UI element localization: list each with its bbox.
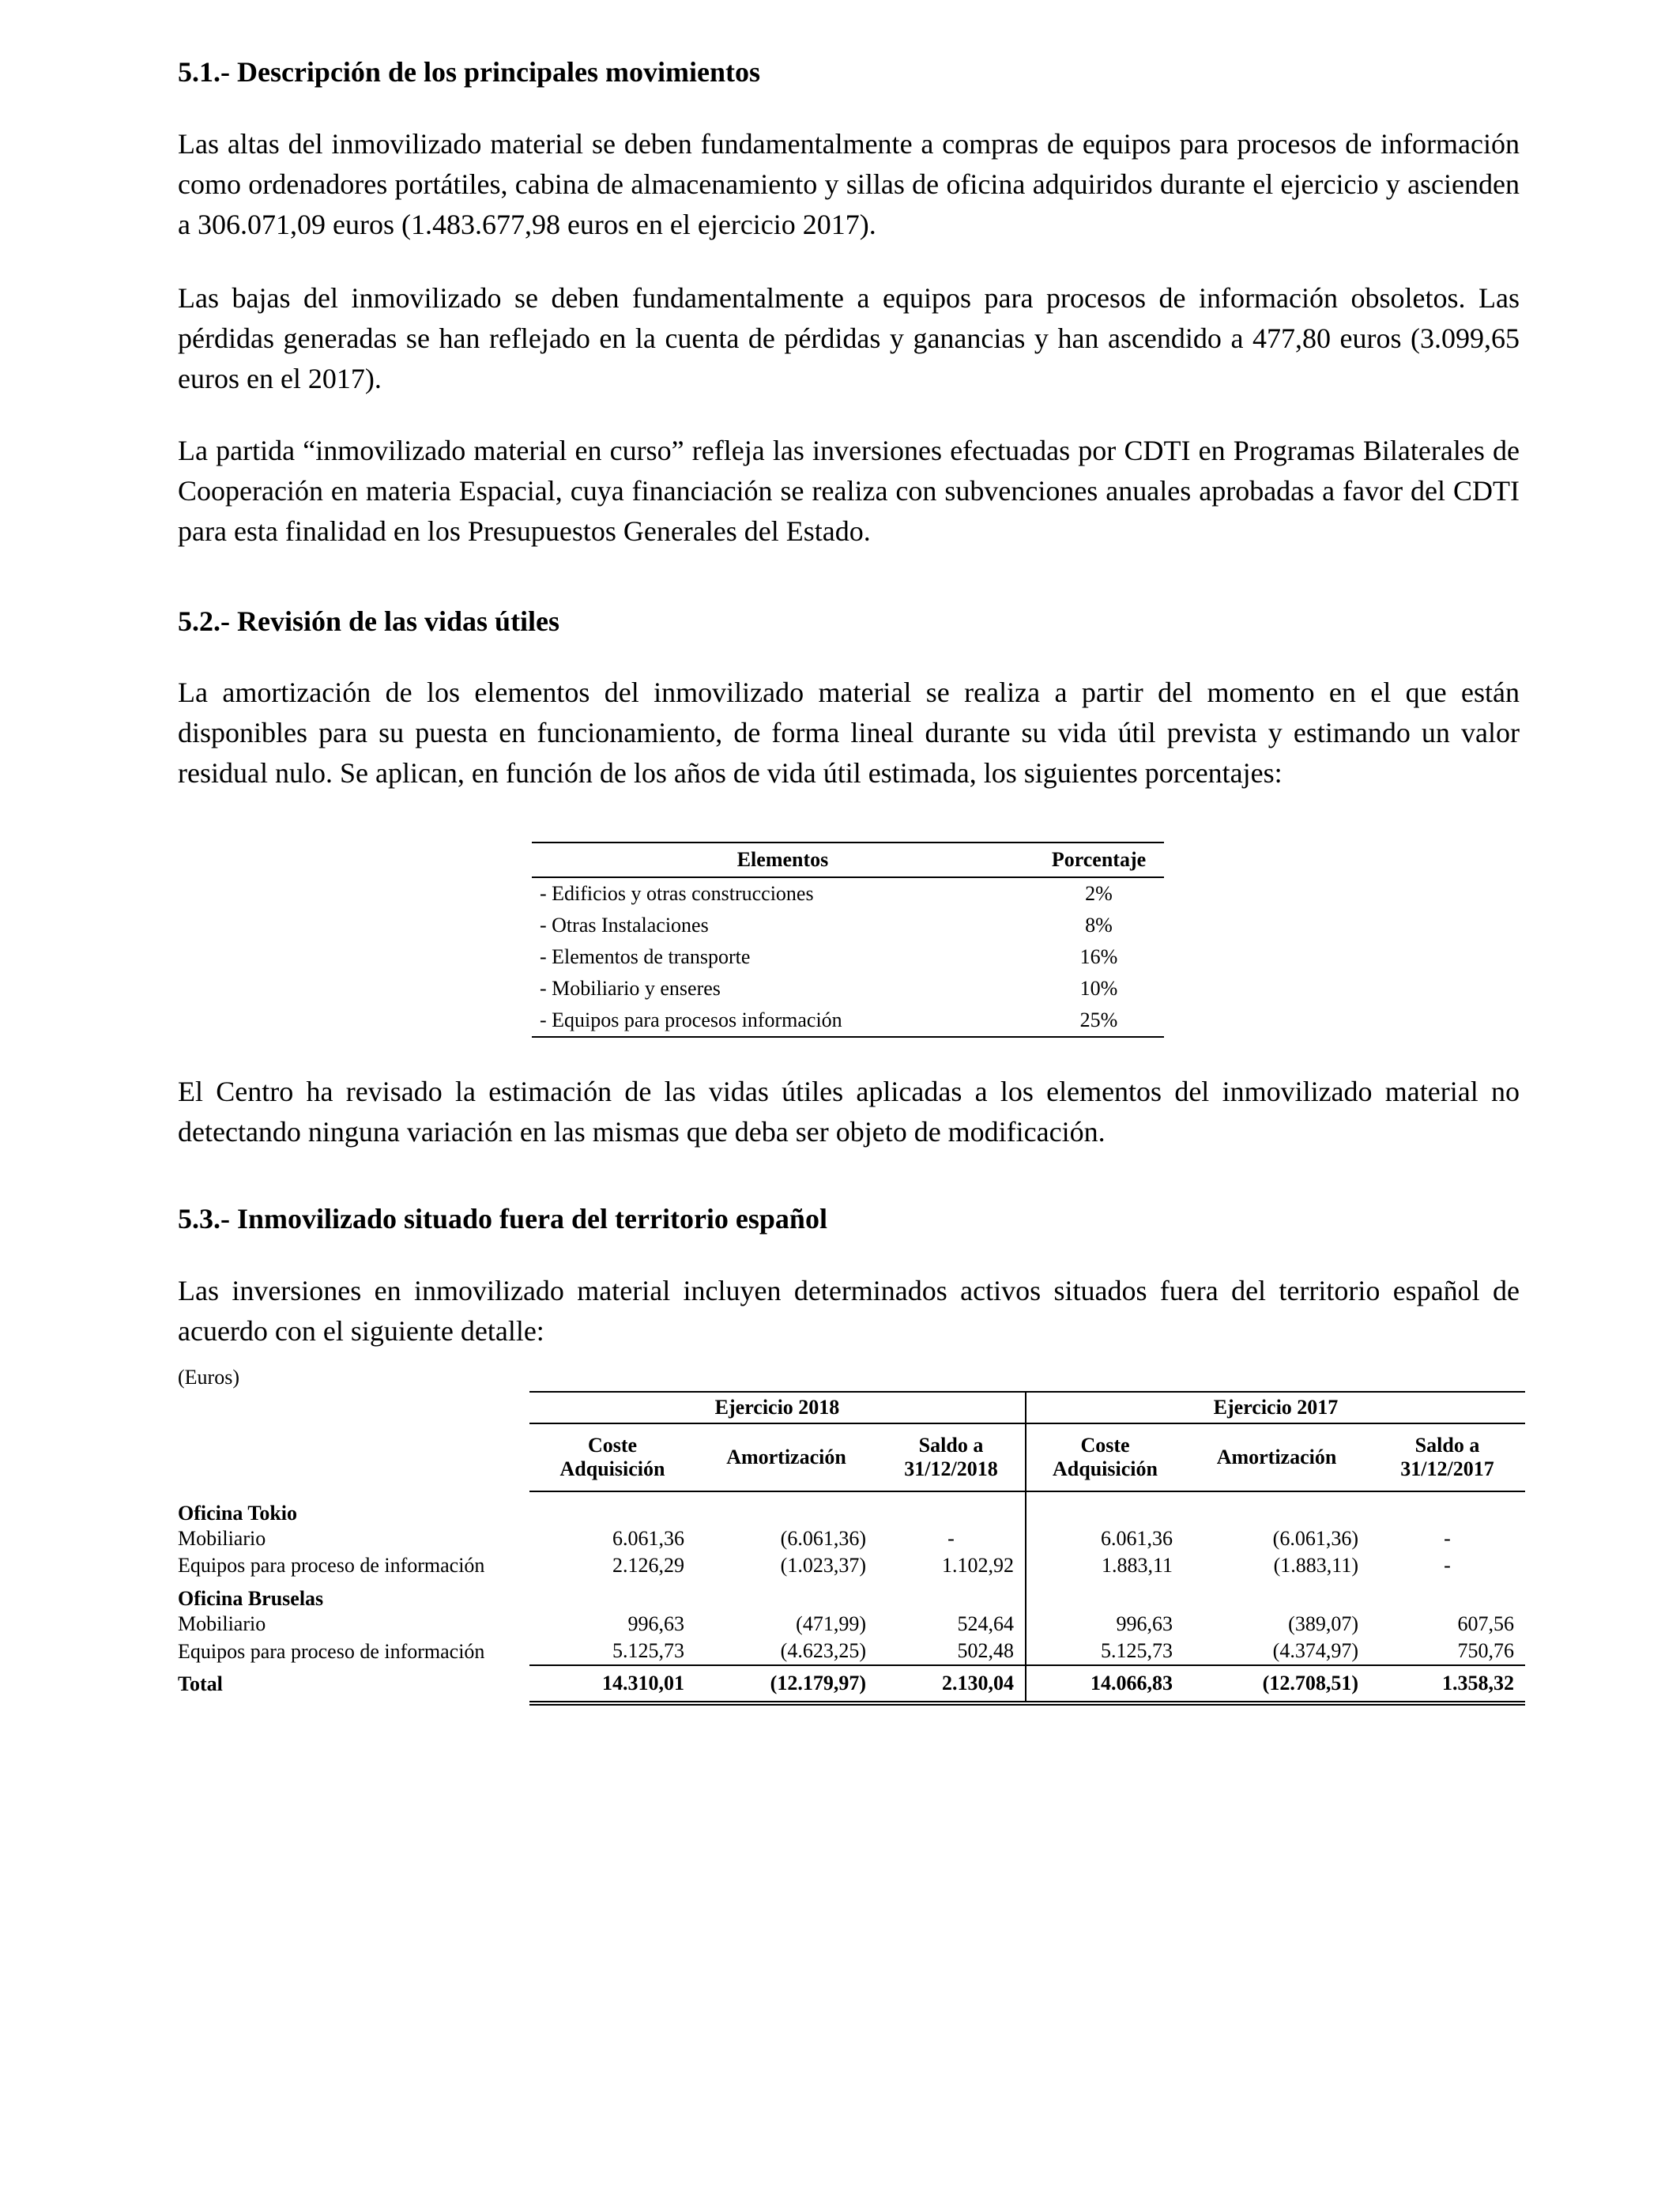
table-cell: 8% (1085, 914, 1113, 937)
heading-5-3: 5.3.- Inmovilizado situado fuera del territorio español (178, 1203, 827, 1235)
unit-label: (Euros) (178, 1366, 239, 1389)
col-header-amortizacion-2017: Amortización (1184, 1423, 1369, 1491)
total-label: Total (178, 1672, 223, 1695)
table-cell: - Elementos de transporte (540, 945, 751, 968)
table-row: Mobiliario 6.061,36 (6.061,36) - 6.061,36 (6.061,36) - (178, 1525, 1525, 1552)
table-row: Equipos para proceso de información 2.126,29 (1.023,37) 1.102,92 1.883,11 (1.883,11) - (178, 1552, 1525, 1579)
table-cell: 2% (1085, 882, 1113, 905)
foreign-assets-table (178, 1391, 1525, 1706)
table-header: Porcentaje (1034, 843, 1164, 877)
table-cell: - Edificios y otras construcciones (540, 882, 814, 905)
col-header-saldo-2017: Saldo a 31/12/2017 (1369, 1423, 1525, 1491)
col-header-coste-2018: Coste Adquisición (529, 1423, 695, 1491)
table-cell: - Equipos para procesos información (532, 1005, 1034, 1037)
col-header-coste-2017: Coste Adquisición (1026, 1423, 1184, 1491)
heading-5-2: 5.2.- Revisión de las vidas útiles (178, 605, 560, 637)
paragraph-altas: Las altas del inmovilizado material se deben fundamentalmente a compras de equipos para procesos de información como ordenadores portátiles, cabina de almacenamiento y sillas de oficina adquiridos durante el ejercicio y ascienden a 306.071,09 euros (1.483.677,98 euros en el ejercicio 2017). (178, 128, 1520, 240)
total-row: Total 14.310,01 (12.179,97) 2.130,04 14.066,83 (12.708,51) 1.358,32 (178, 1665, 1525, 1703)
table-cell: - Otras Instalaciones (540, 914, 709, 937)
group-label-bruselas: Oficina Bruselas (178, 1587, 324, 1610)
table-row (532, 1005, 1164, 1037)
table-cell: 10% (1079, 977, 1118, 1000)
col-header-saldo-2018: Saldo a 31/12/2018 (877, 1423, 1026, 1491)
lifetime-percentages-table (532, 842, 1164, 1038)
table-cell: - Mobiliario y enseres (540, 977, 721, 1000)
paragraph-inversiones: Las inversiones en inmovilizado material incluyen determinados activos situados fuera del territorio español de acuerdo con el siguiente detalle: (178, 1275, 1520, 1347)
table-row (532, 910, 1164, 941)
col-header-amortizacion-2018: Amortización (695, 1423, 877, 1491)
table-row (532, 973, 1164, 1005)
group-label-tokio: Oficina Tokio (178, 1502, 297, 1525)
table-row (532, 941, 1164, 973)
table-row (532, 877, 1164, 910)
paragraph-en-curso: La partida “inmovilizado material en curso” refleja las inversiones efectuadas por CDTI en Programas Bilaterales de Cooperación en materia Espacial, cuya financiación se realiza con subvenciones anuales aprobadas a favor del CDTI para esta finalidad en los Presupuestos Generales del Estado. (178, 435, 1520, 547)
heading-5-1: 5.1.- Descripción de los principales movimientos (178, 56, 760, 88)
table-row: Equipos para proceso de información 5.125,73 (4.623,25) 502,48 5.125,73 (4.374,97) 750,76 (178, 1638, 1525, 1665)
paragraph-bajas: Las bajas del inmovilizado se deben fundamentalmente a equipos para procesos de información obsoletos. Las pérdidas generadas se han reflejado en la cuenta de pérdidas y ganancias y han ascendido a 477,80 euros (3.099,65 euros en el 2017). (178, 282, 1520, 394)
table-row: Mobiliario 996,63 (471,99) 524,64 996,63 (389,07) 607,56 (178, 1611, 1525, 1638)
table-header: Elementos (532, 843, 1034, 877)
table-cell: 16% (1079, 945, 1118, 968)
paragraph-amortizacion: La amortización de los elementos del inmovilizado material se realiza a partir del momento en el que están disponibles para su puesta en funcionamiento, de forma lineal durante su vida útil prevista y estimando un valor residual nulo. Se aplican, en función de los años de vida útil estimada, los siguientes porcentajes: (178, 677, 1520, 789)
paragraph-revision: El Centro ha revisado la estimación de las vidas útiles aplicadas a los elementos del inmovilizado material no detectando ninguna variación en las mismas que deba ser objeto de modificación. (178, 1076, 1520, 1148)
table-cell: 25% (1034, 1005, 1164, 1037)
year-2018-header: Ejercicio 2018 (529, 1392, 1026, 1423)
year-2017-header: Ejercicio 2017 (1026, 1392, 1525, 1423)
